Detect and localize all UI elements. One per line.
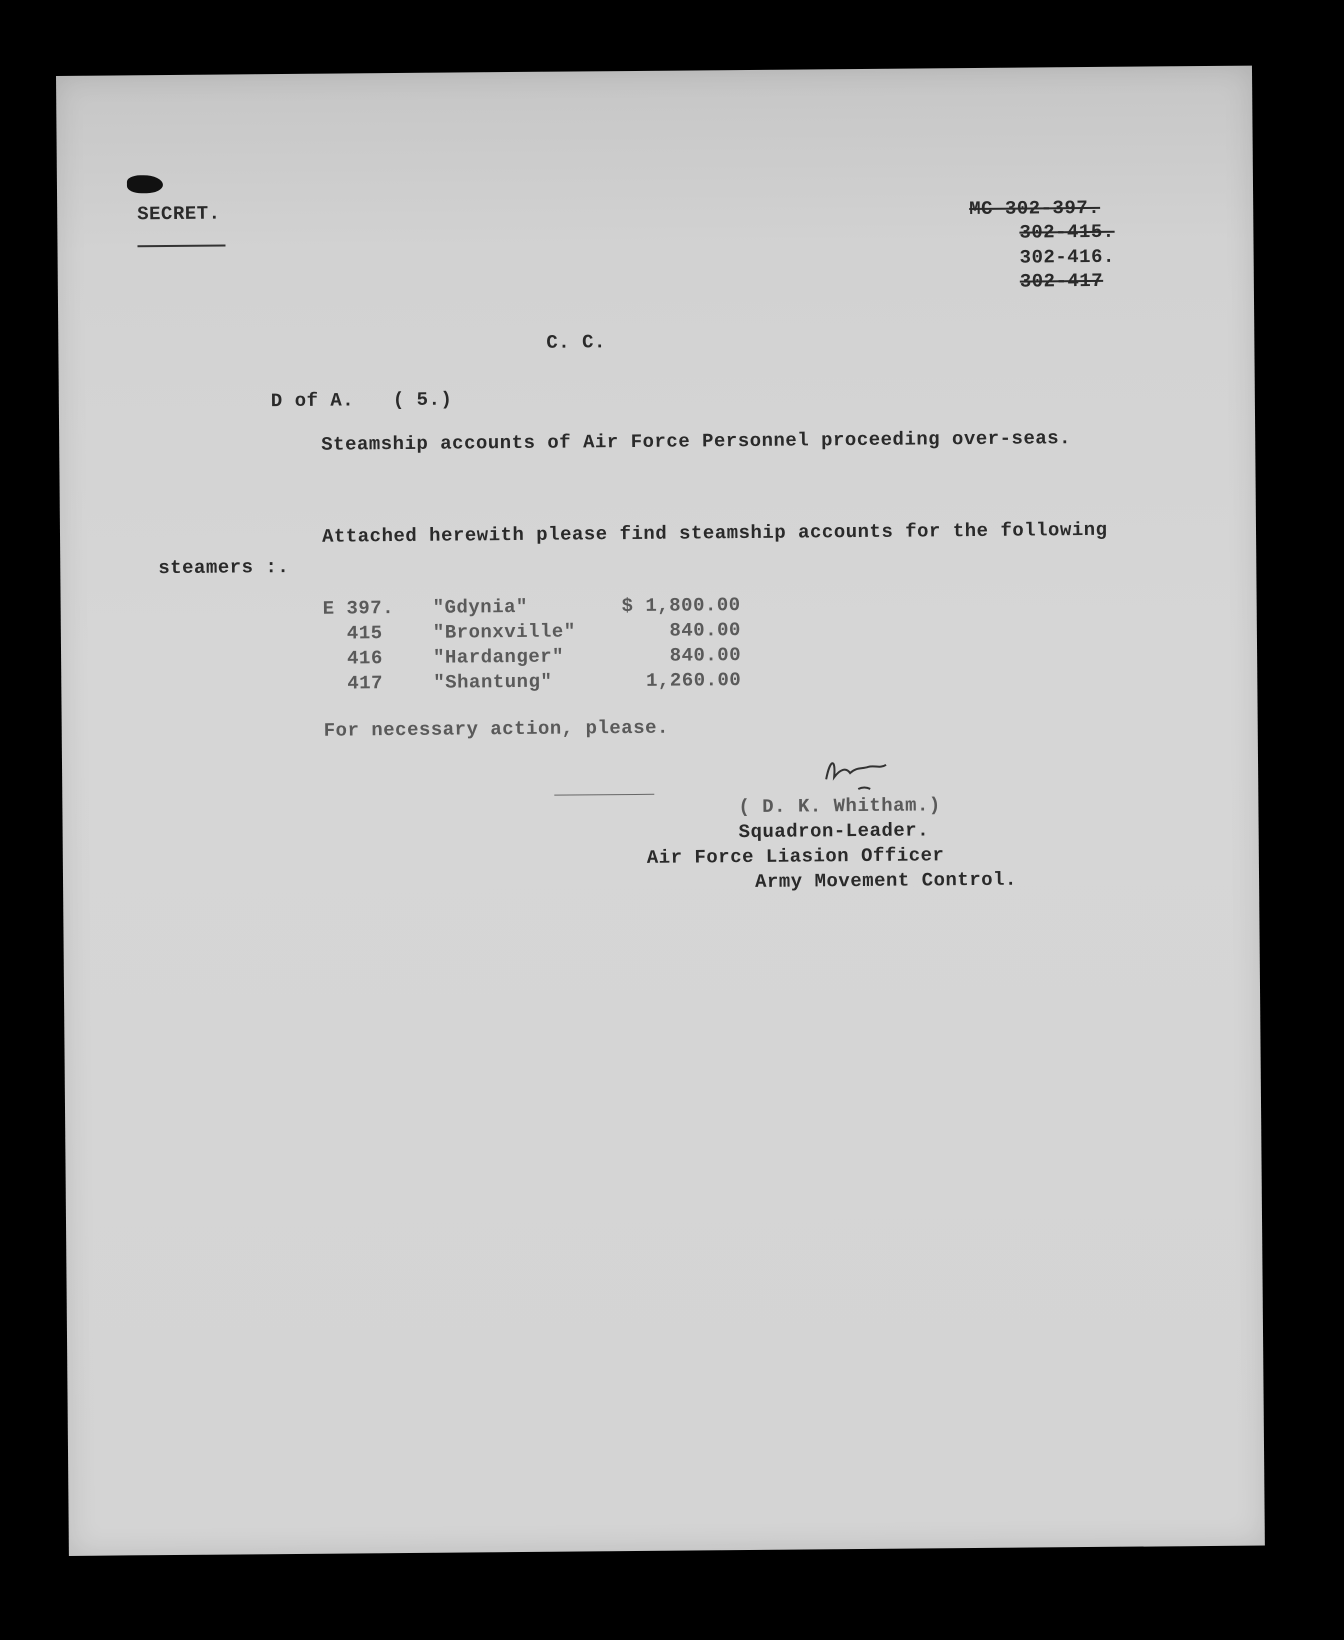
account-ref: 415 (346, 622, 383, 645)
account-amount: 1,260.00 (645, 669, 742, 692)
ship-name: "Gdynia" (432, 595, 528, 619)
body-line-2: steamers :. (158, 555, 290, 580)
signatory-unit: Army Movement Control. (754, 868, 1017, 893)
subject-line: Steamship accounts of Air Force Personnel proceeding over-seas. (321, 427, 1072, 456)
account-amount: 840.00 (669, 644, 742, 667)
body-line-1: Attached herewith please find steamship accounts for the following (321, 518, 1108, 548)
document-page (56, 66, 1265, 1556)
account-ref: 416 (346, 647, 383, 670)
ship-name: "Shantung" (433, 670, 553, 694)
closing-line: For necessary action, please. (323, 716, 669, 742)
signature-initials (822, 749, 902, 800)
account-ref: E 397. (322, 597, 395, 620)
cc-line: C. C. (546, 331, 606, 354)
addressee: D of A. (270, 389, 355, 413)
signatory-rank: Squadron-Leader. (738, 819, 930, 844)
copies-count: ( 5.) (392, 388, 453, 412)
file-ref-397: MC 302-397. (969, 196, 1101, 221)
ship-name: "Hardanger" (432, 645, 565, 669)
ink-blot-mark (127, 175, 163, 193)
ship-name: "Bronxville" (432, 620, 576, 644)
signatory-name: ( D. K. Whitham.) (738, 794, 941, 819)
account-ref: 417 (347, 672, 384, 695)
account-amount: 840.00 (669, 619, 741, 642)
signature-line (554, 794, 654, 796)
classification-underline (137, 245, 225, 248)
classification-label: SECRET. (137, 202, 221, 226)
file-ref-415: 302-415. (1019, 220, 1115, 244)
account-amount: $ 1,800.00 (621, 594, 741, 618)
signatory-role: Air Force Liasion Officer (646, 844, 945, 869)
file-ref-417: 302-417 (1019, 269, 1104, 293)
file-ref-416: 302-416. (1019, 245, 1115, 269)
